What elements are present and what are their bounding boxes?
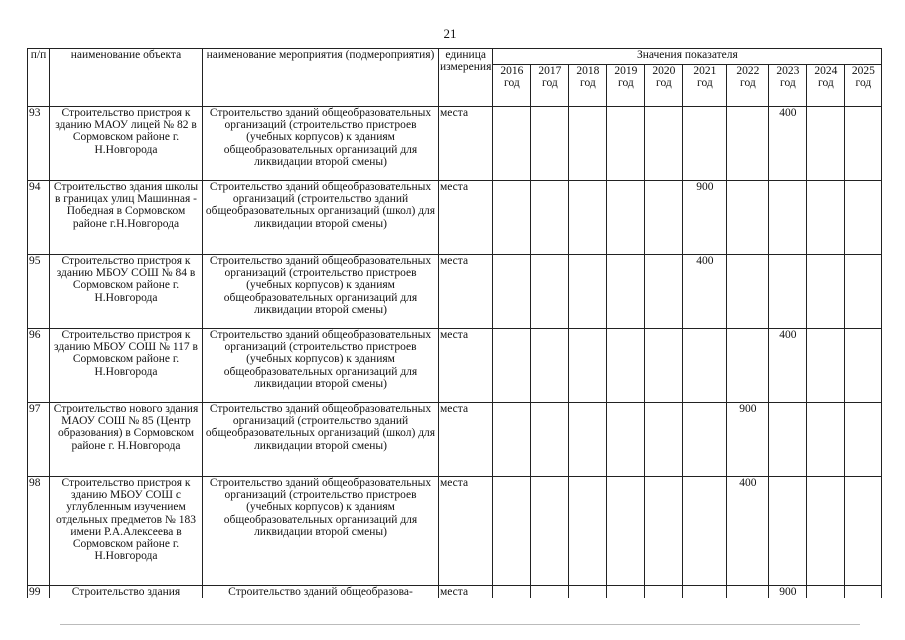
unit-of-measure: места xyxy=(439,255,493,329)
year-value-cell xyxy=(493,181,531,255)
action-name: Строительство зданий общеобразовательных организаций (строительство пристроев (учебных корпусов) к зданиям общеобразовательных организаций для ликвидации второй смены) xyxy=(203,477,439,586)
year-value-cell xyxy=(683,329,727,403)
year-value-cell xyxy=(493,329,531,403)
year-value-cell xyxy=(769,403,807,477)
header-indicator-values: Значения показателя xyxy=(493,49,882,65)
action-name: Строительство зданий общеобразова- xyxy=(203,586,439,599)
unit-of-measure: места xyxy=(439,586,493,599)
year-value-cell xyxy=(769,255,807,329)
header-action: наименование мероприятия (подмероприятия) xyxy=(203,49,439,107)
year-value-cell xyxy=(569,586,607,599)
year-value-cell xyxy=(531,181,569,255)
year-value-cell xyxy=(531,403,569,477)
indicator-table xyxy=(27,48,882,598)
header-row xyxy=(28,49,882,65)
header-year: 2024 год xyxy=(807,65,845,107)
year-value-cell xyxy=(645,255,683,329)
year-value-cell: 400 xyxy=(769,329,807,403)
year-value-cell xyxy=(569,181,607,255)
action-name: Строительство зданий общеобразовательных организаций (строительство пристроев (учебных корпусов) к зданиям общеобразовательных организаций для ликвидации второй смены) xyxy=(203,255,439,329)
row-number: 98 xyxy=(28,477,50,586)
header-year: 2017 год xyxy=(531,65,569,107)
table-row xyxy=(28,403,882,477)
unit-of-measure: места xyxy=(439,403,493,477)
year-value-cell xyxy=(607,329,645,403)
year-value-cell xyxy=(645,329,683,403)
year-value-cell xyxy=(645,107,683,181)
year-value-cell xyxy=(531,107,569,181)
year-value-cell xyxy=(569,403,607,477)
year-value-cell xyxy=(569,329,607,403)
table-row xyxy=(28,107,882,181)
object-name: Строительство нового здания МАОУ СОШ № 85 (Центр образования) в Сормовском районе г. Н.Новгорода xyxy=(50,403,203,477)
unit-of-measure: места xyxy=(439,181,493,255)
table-row xyxy=(28,181,882,255)
table-row xyxy=(28,255,882,329)
row-number: 97 xyxy=(28,403,50,477)
year-value-cell xyxy=(807,403,845,477)
action-name: Строительство зданий общеобразовательных организаций (строительство зданий общеобразовательных организаций (школ) для ликвидации второй смены) xyxy=(203,181,439,255)
year-value-cell xyxy=(683,403,727,477)
table-row xyxy=(28,329,882,403)
object-name: Строительство пристроя к зданию МБОУ СОШ № 84 в Сормовском районе г. Н.Новгорода xyxy=(50,255,203,329)
header-year: 2021 год xyxy=(683,65,727,107)
unit-of-measure: места xyxy=(439,329,493,403)
year-value-cell xyxy=(493,403,531,477)
year-value-cell xyxy=(683,477,727,586)
year-value-cell xyxy=(493,255,531,329)
year-value-cell xyxy=(607,107,645,181)
year-value-cell xyxy=(727,107,769,181)
year-value-cell: 400 xyxy=(769,107,807,181)
action-name: Строительство зданий общеобразовательных организаций (строительство зданий общеобразовательных организаций (школ) для ликвидации второй смены) xyxy=(203,403,439,477)
header-year: 2018 год xyxy=(569,65,607,107)
year-value-cell xyxy=(531,477,569,586)
year-value-cell xyxy=(493,586,531,599)
page-bottom-rule xyxy=(60,624,860,625)
header-year: 2019 год xyxy=(607,65,645,107)
year-value-cell: 400 xyxy=(727,477,769,586)
action-name: Строительство зданий общеобразовательных организаций (строительство пристроев (учебных корпусов) к зданиям общеобразовательных организаций для ликвидации второй смены) xyxy=(203,107,439,181)
year-value-cell xyxy=(531,329,569,403)
object-name: Строительство пристроя к зданию МБОУ СОШ с углубленным изучением отдельных предметов № 183 имени Р.А.Алексеева в Сормовском районе г. Н.Новгорода xyxy=(50,477,203,586)
year-value-cell xyxy=(569,477,607,586)
year-value-cell xyxy=(531,255,569,329)
year-value-cell xyxy=(531,586,569,599)
year-value-cell: 900 xyxy=(769,586,807,599)
object-name: Строительство пристроя к зданию МБОУ СОШ № 117 в Сормовском районе г. Н.Новгорода xyxy=(50,329,203,403)
year-value-cell xyxy=(769,477,807,586)
year-value-cell xyxy=(645,477,683,586)
year-value-cell xyxy=(493,107,531,181)
unit-of-measure: места xyxy=(439,107,493,181)
row-number: 94 xyxy=(28,181,50,255)
header-num: п/п xyxy=(28,49,50,107)
year-value-cell xyxy=(807,586,845,599)
table-row xyxy=(28,477,882,586)
year-value-cell xyxy=(727,586,769,599)
year-value-cell xyxy=(845,477,882,586)
header-year: 2022 год xyxy=(727,65,769,107)
year-value-cell xyxy=(807,107,845,181)
year-value-cell xyxy=(845,107,882,181)
year-value-cell xyxy=(645,181,683,255)
year-value-cell xyxy=(683,107,727,181)
header-year: 2023 год xyxy=(769,65,807,107)
page-number: 21 xyxy=(443,26,457,41)
header-year: 2025 год xyxy=(845,65,882,107)
row-number: 99 xyxy=(28,586,50,599)
year-value-cell xyxy=(807,181,845,255)
year-value-cell xyxy=(807,255,845,329)
row-number: 96 xyxy=(28,329,50,403)
header-unit: единица измерения xyxy=(439,49,493,107)
year-value-cell: 900 xyxy=(683,181,727,255)
year-value-cell xyxy=(807,477,845,586)
year-value-cell xyxy=(845,586,882,599)
year-value-cell xyxy=(845,329,882,403)
header-object: наименование объекта xyxy=(50,49,203,107)
year-value-cell xyxy=(493,477,531,586)
row-number: 93 xyxy=(28,107,50,181)
year-value-cell xyxy=(607,477,645,586)
unit-of-measure: места xyxy=(439,477,493,586)
year-value-cell xyxy=(769,181,807,255)
year-value-cell xyxy=(845,403,882,477)
year-value-cell: 400 xyxy=(683,255,727,329)
year-value-cell xyxy=(569,107,607,181)
year-value-cell xyxy=(727,329,769,403)
object-name: Строительство пристроя к зданию МАОУ лицей № 82 в Сормовском районе г. Н.Новгорода xyxy=(50,107,203,181)
row-number: 95 xyxy=(28,255,50,329)
year-value-cell xyxy=(569,255,607,329)
action-name: Строительство зданий общеобразовательных организаций (строительство пристроев (учебных корпусов) к зданиям общеобразовательных организаций для ликвидации второй смены) xyxy=(203,329,439,403)
object-name: Строительство здания школы в границах улиц Машинная - Победная в Сормовском районе г.Н.Новгорода xyxy=(50,181,203,255)
year-value-cell xyxy=(683,586,727,599)
header-year: 2016 год xyxy=(493,65,531,107)
year-value-cell xyxy=(645,403,683,477)
header-year: 2020 год xyxy=(645,65,683,107)
year-value-cell xyxy=(607,403,645,477)
year-value-cell xyxy=(845,255,882,329)
year-value-cell xyxy=(607,586,645,599)
table-row xyxy=(28,586,882,599)
year-value-cell xyxy=(607,255,645,329)
object-name: Строительство здания xyxy=(50,586,203,599)
year-value-cell xyxy=(607,181,645,255)
table-body xyxy=(28,107,882,599)
year-value-cell xyxy=(845,181,882,255)
year-value-cell xyxy=(727,181,769,255)
year-value-cell xyxy=(645,586,683,599)
year-value-cell xyxy=(727,255,769,329)
year-value-cell: 900 xyxy=(727,403,769,477)
year-value-cell xyxy=(807,329,845,403)
